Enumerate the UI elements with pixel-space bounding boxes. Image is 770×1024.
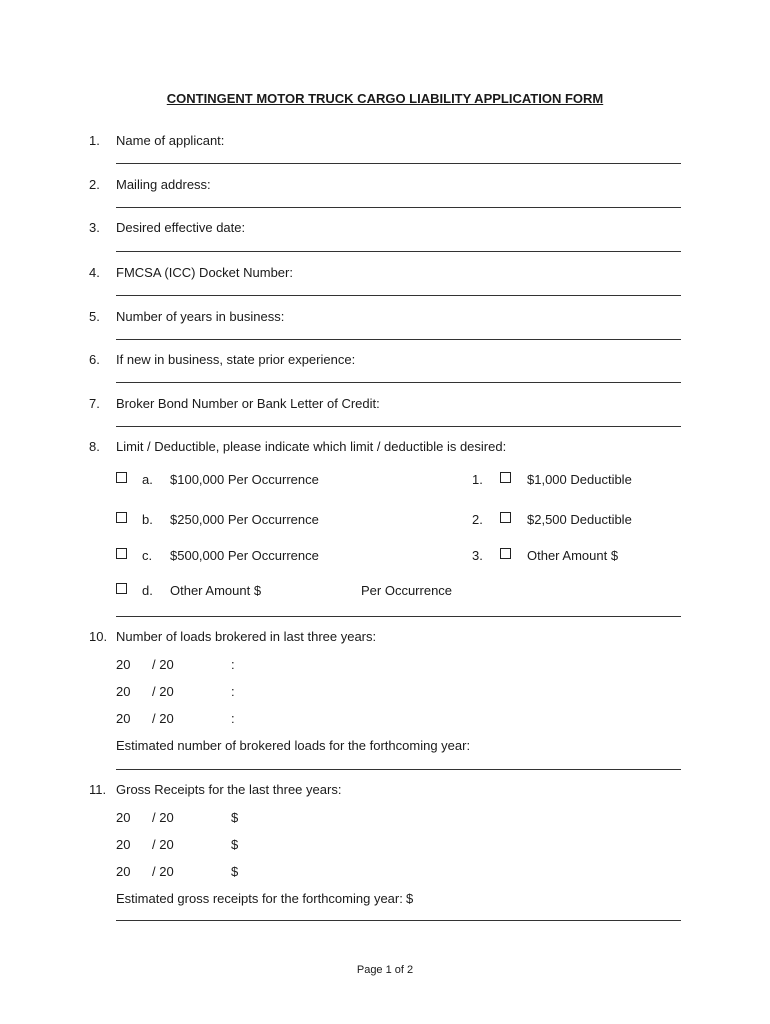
receipts-year-start: 20 [116, 837, 131, 852]
loads-estimate-field[interactable] [116, 769, 681, 770]
limit-a-label: $100,000 Per Occurrence [170, 472, 319, 487]
loads-brokered-label: Number of loads brokered in last three years: [116, 629, 377, 644]
loads-year-start: 20 [116, 657, 131, 672]
prior-experience-label: If new in business, state prior experience: [116, 352, 356, 367]
receipts-dollar: $ [231, 864, 239, 879]
limit-d-suffix: Per Occurrence [361, 583, 453, 598]
item-number: 5. [89, 309, 100, 324]
loads-estimate-label: Estimated number of brokered loads for the forthcoming year: [116, 738, 471, 753]
item-number: 4. [89, 265, 100, 280]
item-number: 7. [89, 396, 100, 411]
limit-section-divider [116, 616, 681, 617]
docket-number-label: FMCSA (ICC) Docket Number: [116, 265, 293, 280]
receipts-dollar: $ [231, 810, 239, 825]
receipts-estimate-dollar: $ [406, 891, 414, 906]
receipts-year-start: 20 [116, 864, 131, 879]
limit-letter: c. [142, 548, 153, 563]
deductible-1-checkbox[interactable] [500, 472, 511, 483]
effective-date-field[interactable] [116, 251, 681, 252]
deductible-number: 3. [472, 548, 483, 563]
gross-receipts-label: Gross Receipts for the last three years: [116, 782, 342, 797]
item-number: 8. [89, 439, 100, 454]
deductible-number: 1. [472, 472, 483, 487]
receipts-year-start: 20 [116, 810, 131, 825]
deductible-2-label: $2,500 Deductible [527, 512, 632, 527]
limit-c-label: $500,000 Per Occurrence [170, 548, 319, 563]
limit-letter: a. [142, 472, 153, 487]
item-number: 1. [89, 133, 100, 148]
loads-separator: : [231, 711, 235, 726]
broker-bond-field[interactable] [116, 426, 681, 427]
receipts-year-end: / 20 [152, 810, 174, 825]
item-number: 11. [89, 782, 107, 797]
receipts-estimate-field[interactable] [116, 920, 681, 921]
loads-year-end: / 20 [152, 657, 174, 672]
applicant-name-label: Name of applicant: [116, 133, 225, 148]
limit-b-checkbox[interactable] [116, 512, 127, 523]
limit-deductible-label: Limit / Deductible, please indicate which limit / deductible is desired: [116, 439, 507, 454]
deductible-3-checkbox[interactable] [500, 548, 511, 559]
receipts-dollar: $ [231, 837, 239, 852]
loads-separator: : [231, 684, 235, 699]
loads-separator: : [231, 657, 235, 672]
loads-year-start: 20 [116, 711, 131, 726]
limit-c-checkbox[interactable] [116, 548, 127, 559]
deductible-1-label: $1,000 Deductible [527, 472, 632, 487]
docket-number-field[interactable] [116, 295, 681, 296]
limit-letter: d. [142, 583, 153, 598]
receipts-estimate-label: Estimated gross receipts for the forthcoming year: [116, 891, 403, 906]
mailing-address-label: Mailing address: [116, 177, 211, 192]
years-in-business-label: Number of years in business: [116, 309, 285, 324]
loads-year-end: / 20 [152, 711, 174, 726]
item-number: 3. [89, 220, 100, 235]
loads-year-start: 20 [116, 684, 131, 699]
effective-date-label: Desired effective date: [116, 220, 246, 235]
deductible-2-checkbox[interactable] [500, 512, 511, 523]
form-title: CONTINGENT MOTOR TRUCK CARGO LIABILITY APPLICATION FORM [166, 91, 604, 106]
page-number: Page 1 of 2 [356, 964, 414, 976]
item-number: 6. [89, 352, 100, 367]
deductible-3-label: Other Amount $ [527, 548, 619, 563]
deductible-number: 2. [472, 512, 483, 527]
limit-d-checkbox[interactable] [116, 583, 127, 594]
years-in-business-field[interactable] [116, 339, 681, 340]
receipts-year-end: / 20 [152, 837, 174, 852]
applicant-name-field[interactable] [116, 163, 681, 164]
prior-experience-field[interactable] [116, 382, 681, 383]
limit-a-checkbox[interactable] [116, 472, 127, 483]
limit-letter: b. [142, 512, 153, 527]
receipts-year-end: / 20 [152, 864, 174, 879]
mailing-address-field[interactable] [116, 207, 681, 208]
limit-d-label: Other Amount $ [170, 583, 262, 598]
item-number: 10. [89, 629, 108, 644]
limit-b-label: $250,000 Per Occurrence [170, 512, 319, 527]
item-number: 2. [89, 177, 100, 192]
loads-year-end: / 20 [152, 684, 174, 699]
broker-bond-label: Broker Bond Number or Bank Letter of Credit: [116, 396, 380, 411]
